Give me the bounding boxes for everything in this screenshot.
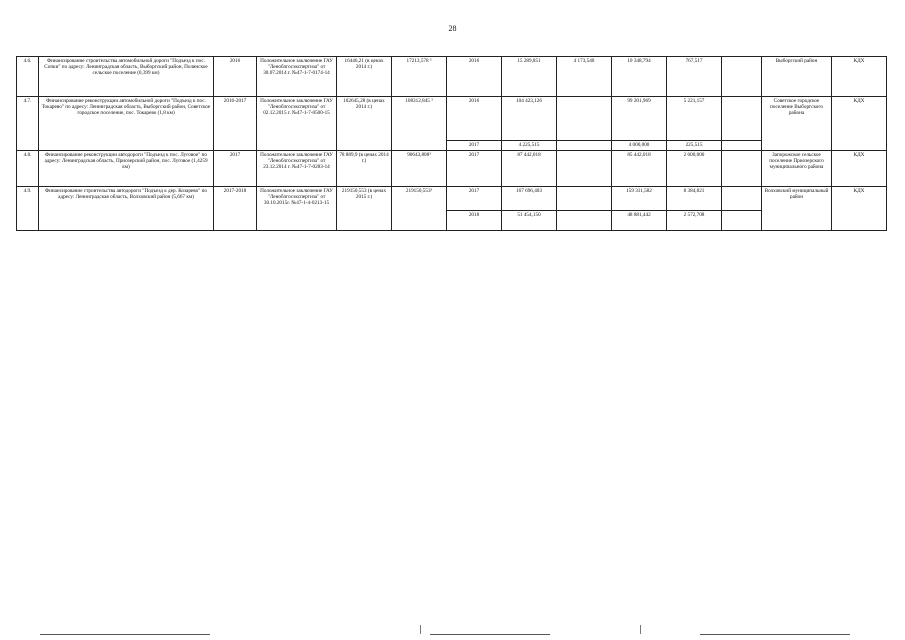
cell-federal [557,151,612,187]
cell-cost-estimate: 102645,28 (в ценах 2014 г.) [337,97,392,151]
cell-municipal: 225,515 [667,141,722,151]
cell-fin-year: 2016 [447,57,502,97]
cell-object-name: Финансирование строительства автомобильной дороги "Подъезд к пос. Сопки" по адресу: Ленинградская область, Выборгский район, Полянское сельское поселение (0,399 км) [39,57,214,97]
page-number: 28 [448,24,457,33]
scan-edge-mark [420,625,421,634]
investment-table [16,56,887,231]
cell-object-name: Финансирование реконструкции автодороги "Подъезд к пос. Луговое" по адресу: Ленинградская область, Приозерский район, пос. Луговое (1,4259 км) [39,151,214,187]
cell-customer: КДХ [832,187,887,231]
cell-fin-year: 2017 [447,187,502,211]
cell-fin-year: 2016 [447,97,502,141]
cell-total: 4 225,515 [502,141,557,151]
cell-years: 2017 [214,151,257,187]
table-row [17,187,887,211]
cell-total: 51 454,150 [502,211,557,231]
cell-district: Волховский муниципальный район [762,187,832,231]
cell-fin-year: 2018 [447,211,502,231]
cell-cost-estimate: 219150,553 (в ценах 2015 г.) [337,187,392,231]
cell-years: 2017-2018 [214,187,257,231]
cell-regional: 4 000,000 [612,141,667,151]
table-row [17,151,887,187]
cell-municipal: 8 384,821 [667,187,722,211]
cell-cost-current: 17213,578 ³ [392,57,447,97]
cell-total: 15 289,851 [502,57,557,97]
cell-federal: 4 173,540 [557,57,612,97]
cell-object-name: Финансирование строительства автодороги "Подъезд к дер. Козарево" по адресу: Ленинградская область, Волховский район (5,667 км) [39,187,214,231]
cell-district: Запорожское сельское поселение Приозерского муниципального района [762,151,832,187]
cell-years: 2016-2017 [214,97,257,151]
cell-total: 167 696,403 [502,187,557,211]
cell-customer: КДХ [832,57,887,97]
cell-number: 4.8. [17,151,39,187]
scan-edge-line [430,634,550,635]
cell-total: 104 423,126 [502,97,557,141]
cell-regional: 99 201,969 [612,97,667,141]
cell-number: 4.7. [17,97,39,151]
cell-customer: КДХ [832,151,887,187]
cell-regional: 48 881,442 [612,211,667,231]
table-row [17,57,887,97]
cell-other [722,141,762,151]
cell-other [722,57,762,97]
cell-federal [557,211,612,231]
cell-municipal: 767,517 [667,57,722,97]
scan-edge-mark [640,625,641,634]
cell-cost-estimate: 78 889,9 (в ценах 2014 г.) [337,151,392,187]
cell-other [722,97,762,141]
scan-edge-line [700,634,850,635]
cell-federal [557,141,612,151]
cell-cost-current: 108312,845 ³ [392,97,447,151]
scan-edge-line [40,634,210,635]
cell-expertise: Положительное заключение ГАУ "Леноблгосэкспертиза" от 23.12.2014 г. №47-1-7-0283-14 [257,151,337,187]
cell-expertise: Положительное заключение ГАУ "Леноблгосэкспертиза" от 30.10.2015г. №47-1-4-0213-15 [257,187,337,231]
cell-regional: 85 442,018 [612,151,667,187]
table-row [17,97,887,141]
cell-number: 4.9. [17,187,39,231]
cell-object-name: Финансирование реконструкции автомобильной дороги "Подъезд к пос. Токарево" по адресу: Ленинградская область, Выборгский район, Советское городское поселение, пос. Токарево (1,8 км) [39,97,214,151]
cell-other [722,211,762,231]
cell-district: Выборгский район [762,57,832,97]
cell-regional: 159 311,582 [612,187,667,211]
cell-fin-year: 2017 [447,141,502,151]
cell-total: 87 442,018 [502,151,557,187]
cell-cost-estimate: 16446,21 (в ценах 2014 г.) [337,57,392,97]
cell-other [722,151,762,187]
cell-fin-year: 2017 [447,151,502,187]
cell-federal [557,97,612,141]
cell-expertise: Положительное заключение ГАУ "Леноблгосэкспертиза" от 30.07.2014 г. №47-1-7-0174-14 [257,57,337,97]
cell-cost-current: 90643,808³ [392,151,447,187]
cell-municipal: 5 221,157 [667,97,722,141]
cell-years: 2016 [214,57,257,97]
cell-other [722,187,762,211]
cell-customer: КДХ [832,97,887,151]
cell-expertise: Положительное заключение ГАУ "Леноблгосэкспертиза" от 02.12.2015 г. №47-1-7-0500-15 [257,97,337,151]
cell-regional: 10 348,794 [612,57,667,97]
cell-number: 4.6. [17,57,39,97]
cell-municipal: 2 572,708 [667,211,722,231]
cell-district: Советское городское поселение Выборгского района [762,97,832,151]
cell-municipal: 2 000,000 [667,151,722,187]
cell-cost-current: 219150,553³ [392,187,447,231]
cell-federal [557,187,612,211]
